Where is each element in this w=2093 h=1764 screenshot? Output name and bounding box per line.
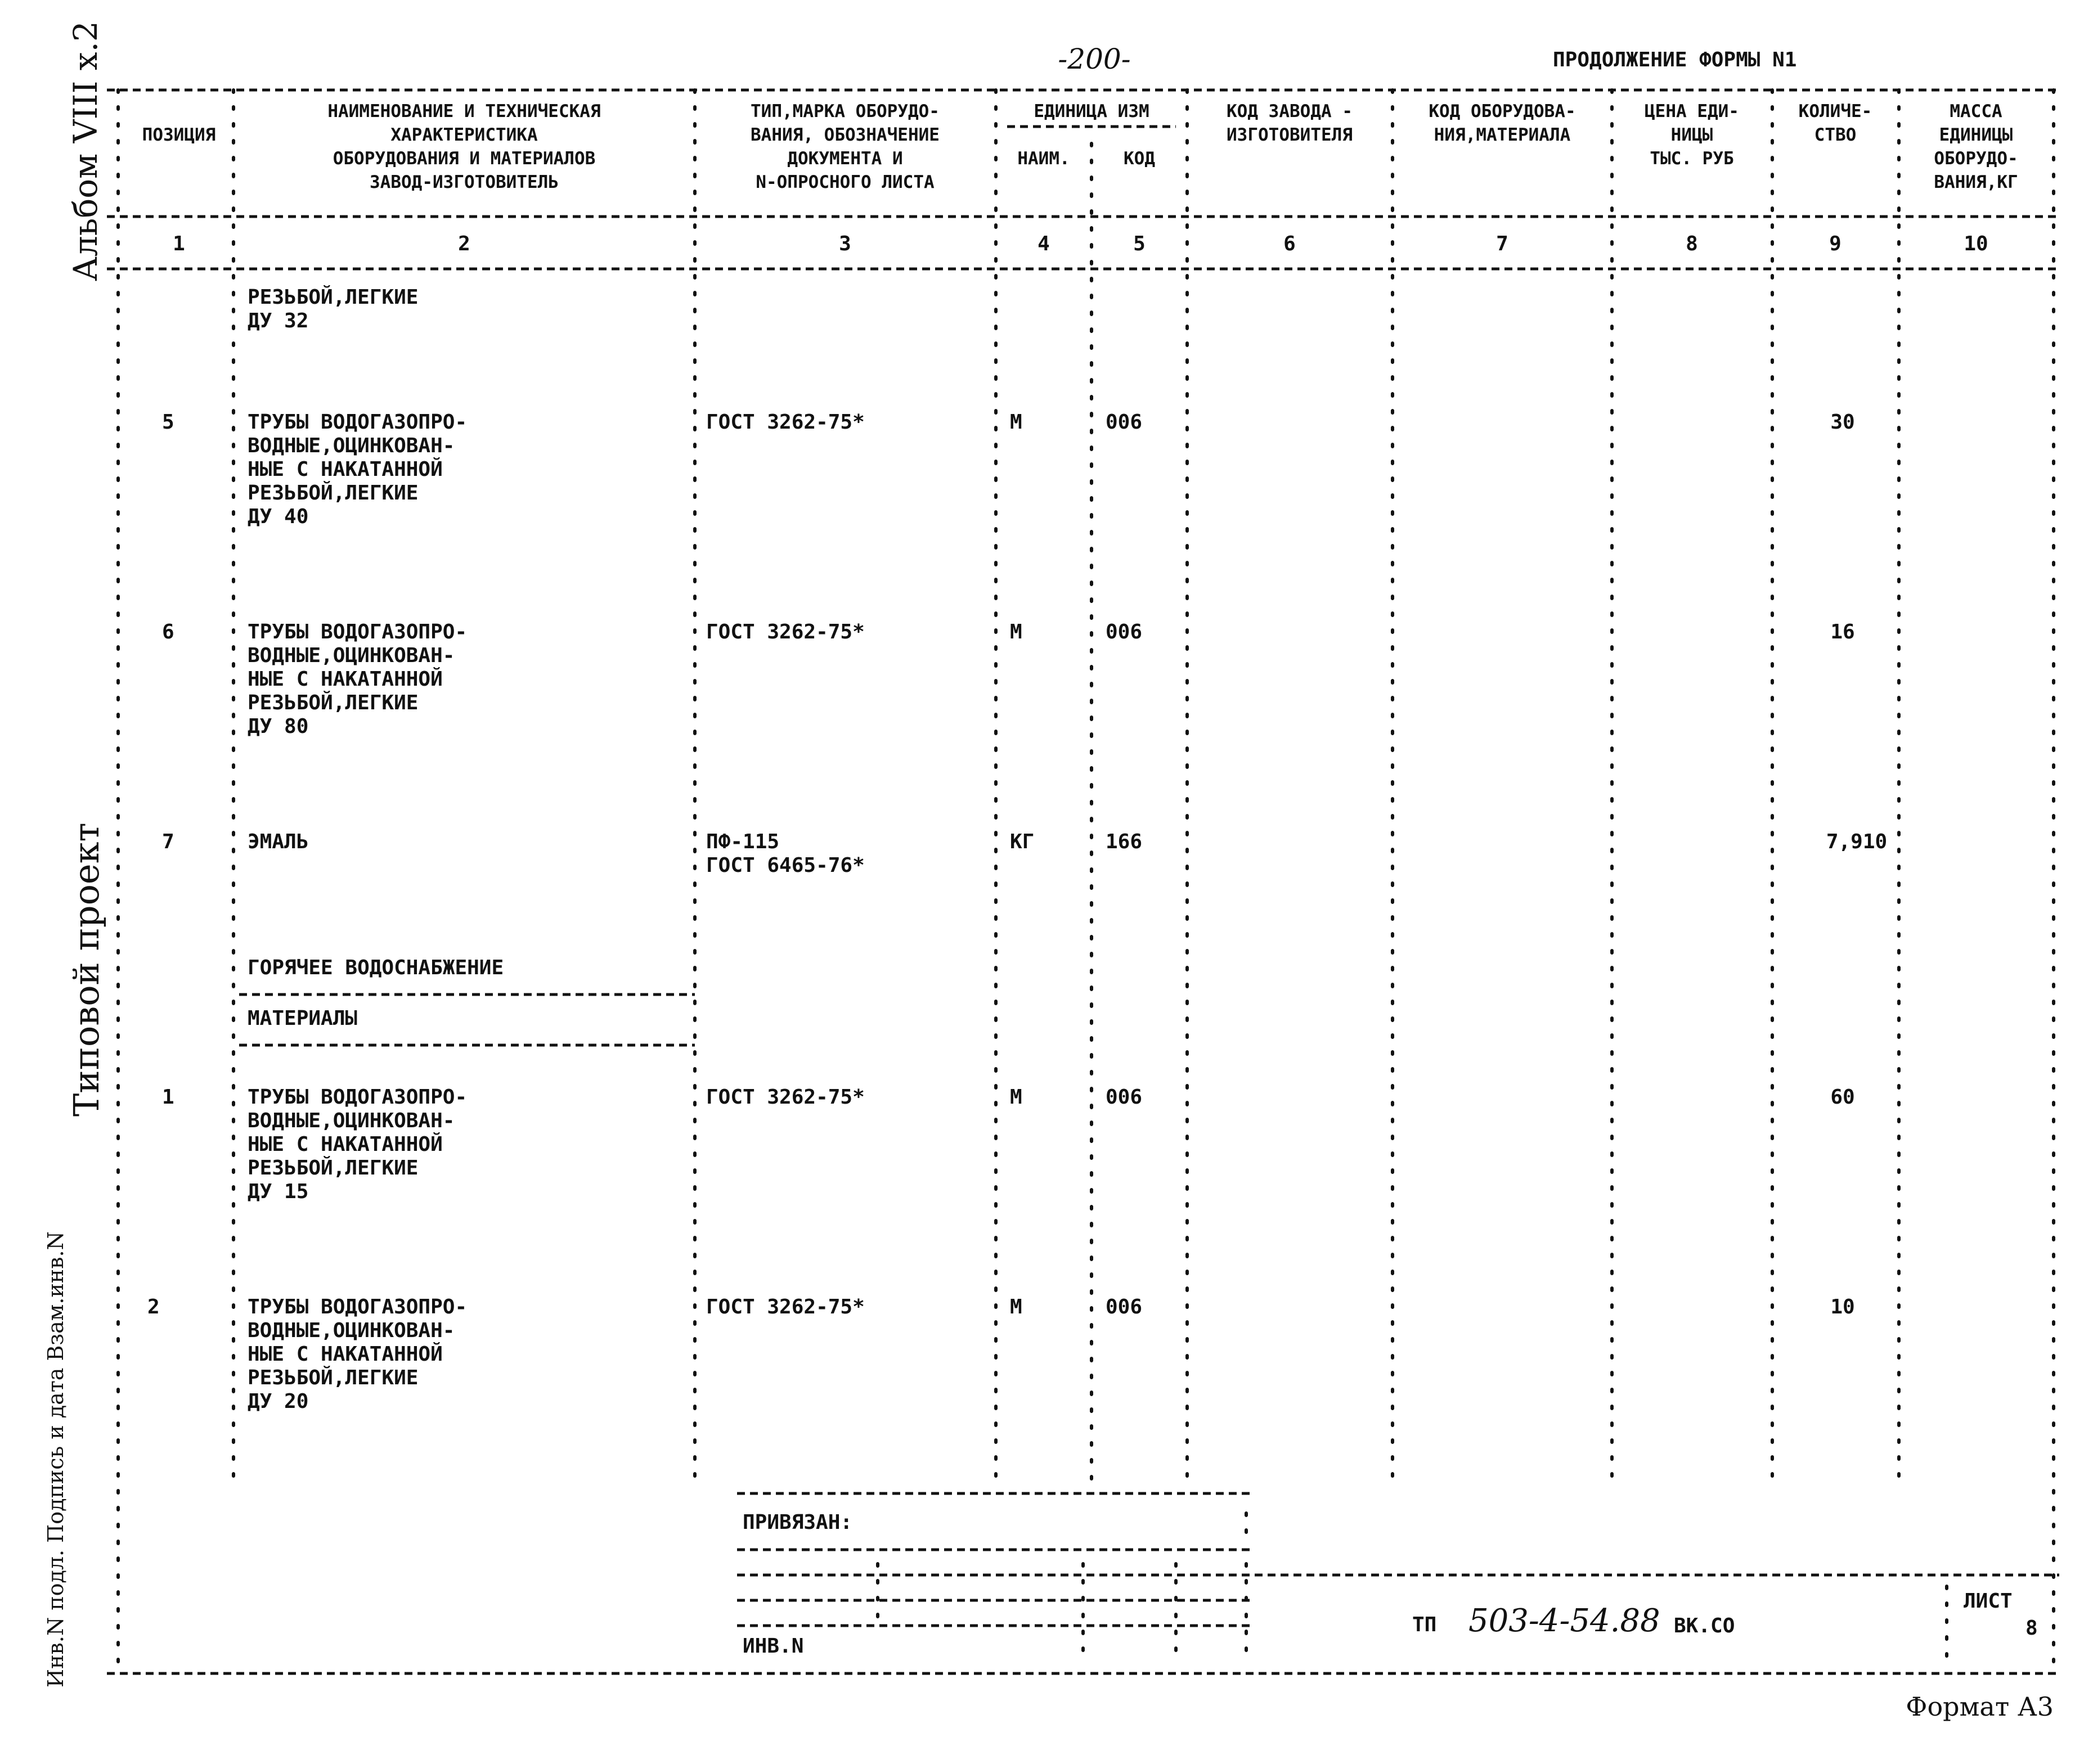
col-number-10: 10: [1964, 232, 1988, 255]
header-name-3: ОБОРУДОВАНИЯ И МАТЕРИАЛОВ: [333, 148, 596, 169]
row-position: 1: [162, 1086, 174, 1109]
row-name-line: НЫЕ С НАКАТАННОЙ: [248, 668, 443, 691]
header-unit: ЕДИНИЦА ИЗМ: [1034, 101, 1149, 122]
column-number-row: [173, 232, 1988, 255]
row-position: 2: [147, 1295, 160, 1318]
row-unit-code: 006: [1106, 1295, 1143, 1318]
header-mass-2: ЕДИНИЦЫ: [1939, 125, 2013, 145]
row-name-line: ТРУБЫ ВОДОГАЗОПРО-: [248, 620, 468, 644]
sheet-label: ЛИСТ: [1964, 1590, 2013, 1613]
header-price-3: ТЫС. РУБ: [1650, 148, 1734, 169]
stamp-linked-label: ПРИВЯЗАН:: [743, 1511, 853, 1534]
table-row: [162, 411, 1855, 528]
header-price-2: НИЦЫ: [1670, 125, 1713, 145]
row-name-line: ВОДНЫЕ,ОЦИНКОВАН-: [248, 644, 455, 667]
title-block: [737, 1493, 2059, 1665]
header-type-2: ВАНИЯ, ОБОЗНАЧЕНИЕ: [751, 125, 940, 145]
header-equipcode-1: КОД ОБОРУДОВА-: [1429, 101, 1576, 122]
header-position: ПОЗИЦИЯ: [142, 125, 216, 145]
section-subtitle: МАТЕРИАЛЫ: [248, 1007, 358, 1030]
row-name-line: РЕЗЬБОЙ,ЛЕГКИЕ: [248, 1156, 419, 1180]
header-factory-2: ИЗГОТОВИТЕЛЯ: [1227, 125, 1353, 145]
table-row: [147, 1295, 1855, 1413]
section-title: ГОРЯЧЕЕ ВОДОСНАБЖЕНИЕ: [248, 956, 504, 979]
stamp-side-label: Инв.N подл. Подпись и дата Взам.инв.N: [43, 1231, 68, 1688]
header-qty-1: КОЛИЧЕ-: [1798, 101, 1872, 122]
project-label: Типовой проект: [66, 822, 107, 1117]
row-document: ПФ-115: [706, 830, 780, 853]
col-number-3: 3: [839, 232, 851, 255]
row-quantity: 30: [1830, 411, 1855, 434]
table-row: [248, 285, 418, 332]
row-name-line: РЕЗЬБОЙ,ЛЕГКИЕ: [248, 1366, 419, 1389]
row-position: 5: [162, 411, 174, 434]
row-document: ГОСТ 3262-75*: [706, 620, 865, 644]
table-row: [162, 830, 1887, 877]
row-unit: М: [1010, 1295, 1022, 1318]
header-type-1: ТИП,МАРКА ОБОРУДО-: [751, 101, 940, 122]
row-document: ГОСТ 3262-75*: [706, 411, 865, 434]
header-price-1: ЦЕНА ЕДИ-: [1645, 101, 1739, 122]
sheet-number: 8: [2025, 1617, 2038, 1640]
header-name-4: ЗАВОД-ИЗГОТОВИТЕЛЬ: [370, 172, 559, 192]
row-unit: М: [1010, 1086, 1022, 1109]
col-number-5: 5: [1133, 232, 1146, 255]
doc-code-prefix: ТП: [1412, 1613, 1437, 1636]
row-name-line: ТРУБЫ ВОДОГАЗОПРО-: [248, 1086, 468, 1109]
row-name-line: ДУ 80: [248, 715, 309, 738]
row-position: 6: [162, 620, 174, 644]
row-name-line: ВОДНЫЕ,ОЦИНКОВАН-: [248, 434, 455, 457]
header-mass-1: МАССА: [1950, 101, 2002, 122]
row-name-line: ТРУБЫ ВОДОГАЗОПРО-: [248, 1295, 468, 1318]
format-label: Формат А3: [1906, 1691, 2054, 1722]
row-name-line: ДУ 32: [248, 309, 309, 332]
header-name-1: НАИМЕНОВАНИЕ И ТЕХНИЧЕСКАЯ: [327, 101, 601, 122]
header-type-4: N-ОПРОСНОГО ЛИСТА: [756, 172, 935, 192]
row-name-line: ДУ 15: [248, 1180, 309, 1203]
row-quantity: 16: [1830, 620, 1855, 644]
col-number-6: 6: [1283, 232, 1296, 255]
section-heading: [239, 956, 695, 1045]
table-row: [162, 620, 1855, 738]
continuation-title: ПРОДОЛЖЕНИЕ ФОРМЫ N1: [1553, 48, 1797, 71]
row-name-line: НЫЕ С НАКАТАННОЙ: [248, 1343, 443, 1366]
row-quantity: 10: [1830, 1295, 1855, 1318]
doc-code-suffix: ВК.СО: [1674, 1614, 1735, 1637]
page-number: -200-: [1058, 43, 1131, 75]
header-mass-4: ВАНИЯ,КГ: [1934, 172, 2018, 192]
row-position: 7: [162, 830, 174, 853]
row-name-line: ЭМАЛЬ: [248, 830, 309, 853]
row-name-line: ТРУБЫ ВОДОГАЗОПРО-: [248, 411, 468, 434]
row-name-line: НЫЕ С НАКАТАННОЙ: [248, 458, 443, 481]
header-factory-1: КОД ЗАВОДА -: [1227, 101, 1353, 122]
col-number-8: 8: [1686, 232, 1698, 255]
header-mass-3: ОБОРУДО-: [1934, 148, 2018, 169]
header-equipcode-2: НИЯ,МАТЕРИАЛА: [1434, 125, 1571, 145]
table-header: [142, 101, 2018, 192]
row-unit-code: 006: [1106, 411, 1143, 434]
header-unit-code: КОД: [1124, 148, 1155, 169]
header-qty-2: СТВО: [1814, 125, 1857, 145]
row-quantity: 7,910: [1826, 830, 1888, 853]
header-unit-name: НАИМ.: [1017, 148, 1070, 169]
row-document: ГОСТ 3262-75*: [706, 1295, 865, 1318]
album-label: Альбом VIII х.2: [66, 21, 105, 281]
doc-code-number: 503-4-54.88: [1468, 1603, 1660, 1639]
row-name-line: НЫЕ С НАКАТАННОЙ: [248, 1133, 443, 1156]
row-document: ГОСТ 3262-75*: [706, 1086, 865, 1109]
col-number-9: 9: [1829, 232, 1842, 255]
col-number-7: 7: [1496, 232, 1508, 255]
header-name-2: ХАРАКТЕРИСТИКА: [390, 125, 538, 145]
row-name-line: ДУ 40: [248, 505, 309, 528]
row-unit: М: [1010, 620, 1022, 644]
col-number-4: 4: [1037, 232, 1050, 255]
table-row: [162, 1086, 1855, 1203]
row-name-line: РЕЗЬБОЙ,ЛЕГКИЕ: [248, 286, 419, 309]
row-name-line: ДУ 20: [248, 1390, 309, 1413]
row-document: ГОСТ 6465-76*: [706, 854, 865, 877]
row-quantity: 60: [1830, 1086, 1855, 1109]
row-unit-code: 166: [1106, 830, 1143, 853]
row-unit: КГ: [1010, 830, 1035, 853]
col-number-1: 1: [173, 232, 185, 255]
row-unit-code: 006: [1106, 1086, 1143, 1109]
row-name-line: РЕЗЬБОЙ,ЛЕГКИЕ: [248, 482, 419, 505]
header-type-3: ДОКУМЕНТА И: [787, 148, 903, 169]
row-name-line: ВОДНЫЕ,ОЦИНКОВАН-: [248, 1319, 455, 1342]
col-number-2: 2: [458, 232, 470, 255]
stamp-inv-label: ИНВ.N: [743, 1635, 804, 1658]
row-name-line: РЕЗЬБОЙ,ЛЕГКИЕ: [248, 691, 419, 714]
row-unit: М: [1010, 411, 1022, 434]
row-unit-code: 006: [1106, 620, 1143, 644]
row-name-line: ВОДНЫЕ,ОЦИНКОВАН-: [248, 1109, 455, 1132]
